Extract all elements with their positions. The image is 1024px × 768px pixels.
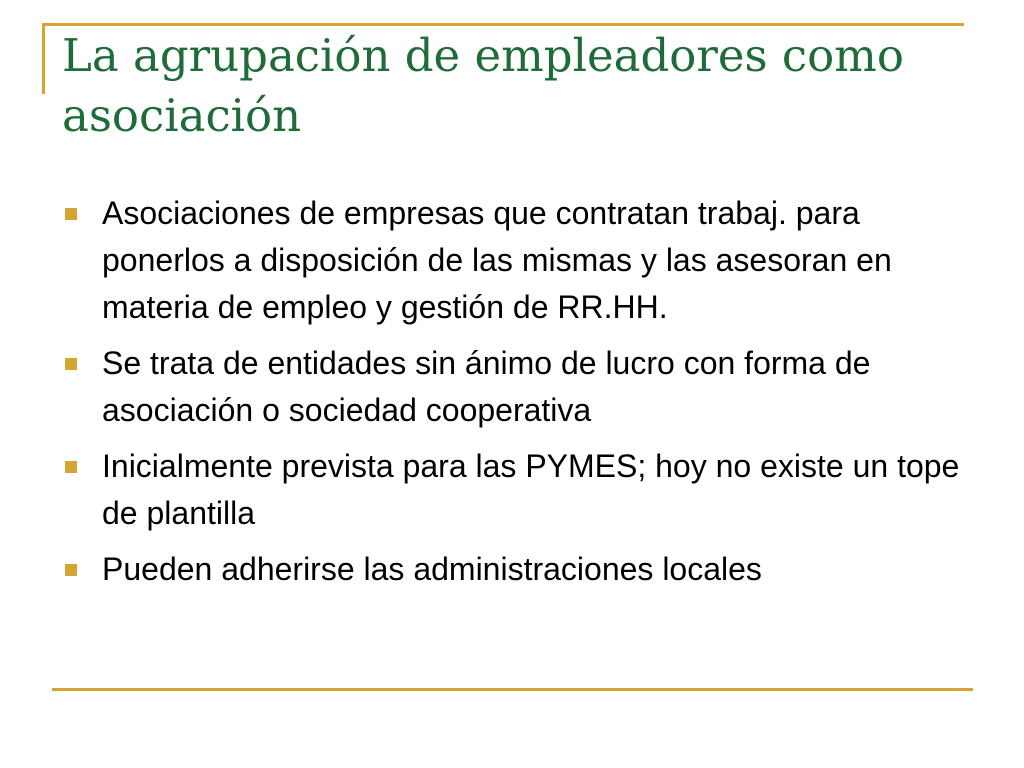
bullet-item	[62, 190, 962, 331]
square-bullet-icon	[65, 564, 77, 576]
bullet-text: Asociaciones de empresas que contratan trabaj. para ponerlos a disposición de las mismas y las asesoran en materia de empleo y gestión de RR.HH.	[102, 195, 892, 325]
square-bullet-icon	[65, 461, 77, 473]
bullet-item	[62, 443, 962, 537]
bullet-item	[62, 340, 962, 434]
square-bullet-icon	[65, 208, 77, 220]
square-bullet-icon	[65, 358, 77, 370]
bullet-text: Se trata de entidades sin ánimo de lucro con forma de asociación o sociedad cooperativa	[102, 345, 871, 428]
bottom-rule	[52, 688, 973, 691]
title-rule-left	[42, 23, 45, 94]
slide-title: La agrupación de empleadores como asociación	[62, 29, 904, 142]
bullet-list	[62, 190, 962, 602]
bullet-text: Inicialmente prevista para las PYMES; hoy no existe un tope de plantilla	[102, 448, 960, 531]
bullet-text: Pueden adherirse las administraciones locales	[102, 551, 762, 587]
bullet-item	[62, 546, 962, 593]
